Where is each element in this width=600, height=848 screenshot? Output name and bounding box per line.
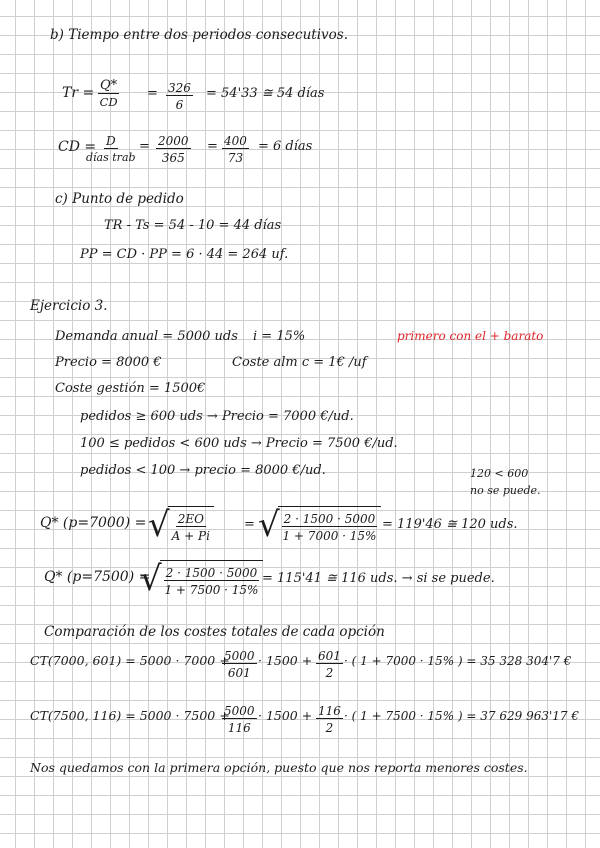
q-star-7000-denominator: 1 + 7000 · 15% [282,529,377,543]
ct-7000-fraction-2 [316,650,343,679]
cd-formula-fraction [86,135,136,163]
tr-lhs: Tr = [62,85,95,101]
cd-value-denominator: 365 [161,151,185,165]
q-star-7500-fraction [164,567,260,596]
q-star-formula-sqrt [148,506,214,544]
cd-simplified-fraction [222,135,249,164]
cd-formula-numerator: D [105,134,116,148]
ct-7500-mid: · 1500 + [258,708,313,723]
q-star-7000-sqrt [258,506,381,544]
tr-value-numerator: 326 [168,81,191,95]
ct-7500-end: · ( 1 + 7500 · 15% ) = 37 629 963'17 € [344,709,580,723]
ct-7000-fraction-2-denominator: 2 [325,666,334,680]
q-star-7500-numerator: 2 · 1500 · 5000 [165,566,258,580]
q-star-7000-equals: = [244,517,255,532]
q-star-7500-denominator: 1 + 7500 · 15% [164,583,259,597]
ct-7500-lhs: CT(7500, 116) = 5000 · 7500 + [30,708,230,723]
cd-formula-denominator: días trab [86,151,136,164]
q-star-formula-denominator: A + Pi [171,529,210,543]
q-star-7000-result: = 119'46 ≅ 120 uds. [382,517,518,532]
cd-result: = 6 días [258,139,313,154]
ct-7000-fraction-1-numerator: 5000 [224,649,255,663]
ct-7000-fraction-1 [222,650,257,679]
red-note: primero con el + barato [397,329,544,343]
interes-rate: i = 15% [253,329,306,344]
tr-formula-fraction [98,79,119,109]
ejercicio-3-title: Ejercicio 3. [30,298,108,314]
ct-7000-fraction-2-numerator: 601 [318,649,341,663]
tr-value-fraction [166,82,193,111]
coste-gestion: Coste gestión = 1500€ [55,381,206,396]
ct-7500-fraction-2 [316,705,343,734]
tr-formula-numerator: Q* [100,78,118,93]
ct-7000-fraction-1-denominator: 601 [227,666,251,680]
comparison-title: Comparación de los costes totales de cada opción [44,624,385,640]
coste-almacen: Coste alm c = 1€ /uf [232,355,367,370]
precio: Precio = 8000 € [55,355,162,370]
tr-value-denominator: 6 [175,98,184,112]
sqrt-symbol-icon: √ [140,559,162,599]
q-star-7500-lhs: Q* (p=7500) = [44,569,151,585]
q-star-7000-numerator: 2 · 1500 · 5000 [283,512,376,526]
q-star-7000-lhs: Q* (p=7000) = [40,515,147,531]
q-star-7500-sqrt [140,560,263,598]
side-note-not-possible: no se puede. [470,484,541,497]
cd-value-fraction [156,135,191,164]
ct-7000-end: · ( 1 + 7000 · 15% ) = 35 328 304'7 € [344,654,572,668]
cd-equals-2: = [207,139,218,154]
conclusion: Nos quedamos con la primera opción, puesto que nos reporta menores costes. [30,760,528,775]
tr-formula-denominator: CD [99,95,118,109]
side-note-comparison: 120 < 600 [470,467,529,480]
tr-equals: = [147,86,158,101]
ct-7500-fraction-1-numerator: 5000 [224,704,255,718]
q-star-7000-fraction [282,513,378,542]
cd-equals-1: = [139,139,150,154]
section-b-heading: b) Tiempo entre dos periodos consecutivos. [50,27,348,43]
ct-7000-mid: · 1500 + [258,653,313,668]
ct-7500-fraction-1-denominator: 116 [227,721,251,735]
cd-value-numerator: 2000 [158,134,189,148]
q-star-7500-result: = 115'41 ≅ 116 uds. → si se puede. [262,571,495,586]
cd-lhs: CD = [58,139,97,155]
section-c-heading: c) Punto de pedido [55,191,184,207]
tr-result: = 54'33 ≅ 54 días [206,86,325,101]
ct-7500-fraction-2-numerator: 116 [318,704,341,718]
q-star-formula-fraction [172,513,210,542]
cd-simplified-numerator: 400 [224,134,247,148]
section-c-line-2: PP = CD · PP = 6 · 44 = 264 uf. [80,247,289,262]
price-tier-3: pedidos < 100 → precio = 8000 €/ud. [80,463,326,478]
sqrt-symbol-icon: √ [148,505,170,545]
q-star-formula-numerator: 2EO [177,512,204,526]
ct-7500-fraction-2-denominator: 2 [325,721,334,735]
ct-7000-lhs: CT(7000, 601) = 5000 · 7000 + [30,653,230,668]
price-tier-2: 100 ≤ pedidos < 600 uds → Precio = 7500 €/ud. [80,436,398,451]
demanda-anual: Demanda anual = 5000 uds [55,329,238,344]
section-c-line-1: TR - Ts = 54 - 10 = 44 días [104,218,282,233]
price-tier-1: pedidos ≥ 600 uds → Precio = 7000 €/ud. [80,409,354,424]
ct-7500-fraction-1 [222,705,257,734]
cd-simplified-denominator: 73 [227,151,244,165]
sqrt-symbol-icon: √ [258,505,280,545]
